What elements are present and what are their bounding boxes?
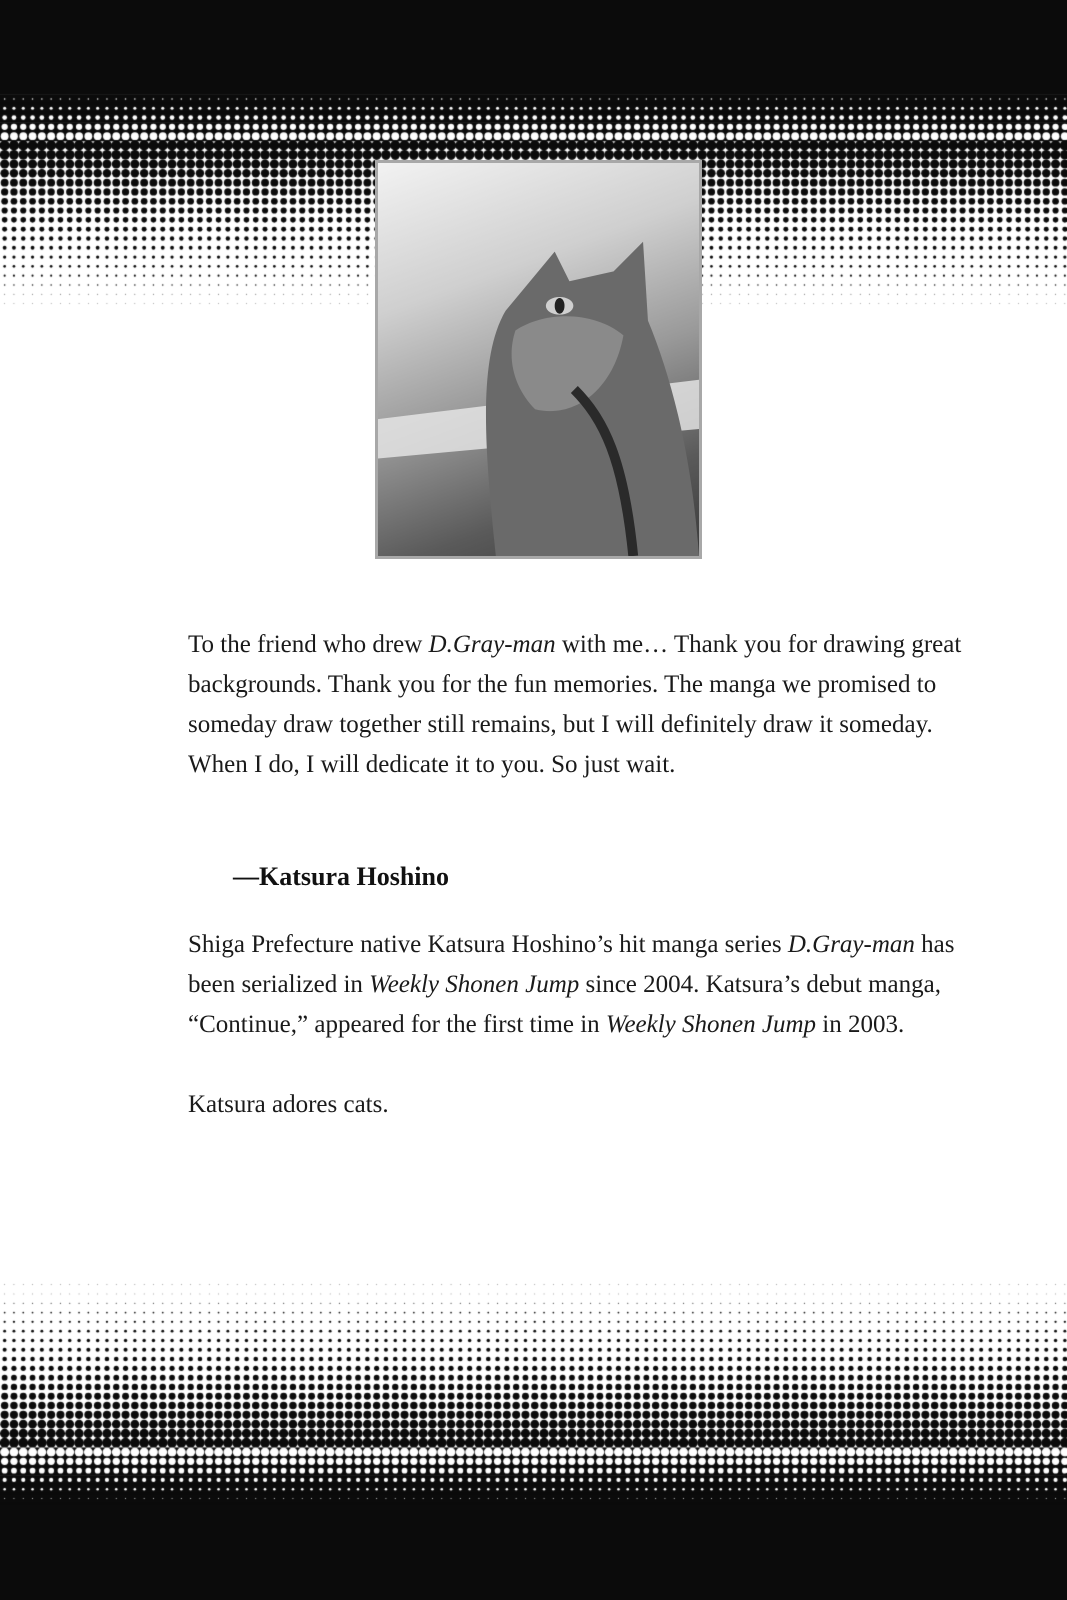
bio-text-1: Shiga Prefecture native Katsura Hoshino’s hit manga series bbox=[188, 931, 788, 958]
author-signature: —Katsura Hoshino bbox=[233, 862, 449, 891]
author-bio bbox=[188, 925, 968, 1125]
dedication-text-1: To the friend who drew bbox=[188, 631, 429, 658]
series-title: D.Gray-man bbox=[428, 631, 556, 658]
dedication-text-2: with me… Thank you for drawing great backgrounds. Thank you for the fun memories. The manga we promised to someday draw together still remains, but I will definitely draw it someday. When I do, I will dedicate it to you. So just wait. bbox=[188, 631, 962, 778]
bio-text-2: has been serialized in bbox=[188, 931, 955, 998]
series-title: D.Gray-man bbox=[787, 931, 915, 958]
magazine-title: Weekly Shonen Jump bbox=[369, 971, 580, 998]
dedication-text bbox=[188, 625, 968, 785]
bio-note: Katsura adores cats. bbox=[188, 1091, 389, 1118]
bio-text-3: since 2004. Katsura’s debut manga, “Continue,” appeared for the first time in bbox=[188, 971, 941, 1038]
cat-photo bbox=[375, 160, 702, 559]
magazine-title: Weekly Shonen Jump bbox=[605, 1011, 817, 1038]
bio-text-4: in 2003. bbox=[816, 1011, 905, 1038]
